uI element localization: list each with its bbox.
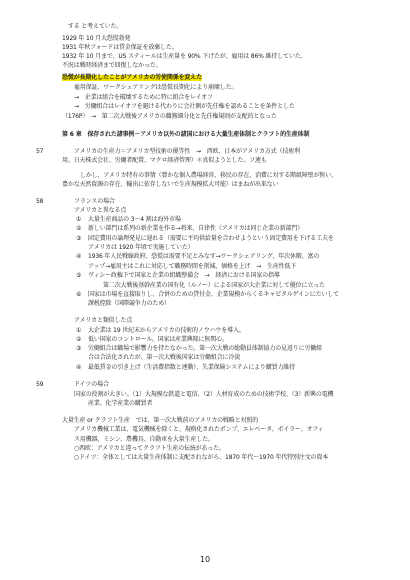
text-line: アメリカと類似した点 bbox=[74, 317, 133, 324]
text-line: 用、日天株式会社、労働者配置、マクロ経済管理）＊真似ようとした。ソ連も bbox=[62, 157, 267, 164]
text-line: アメリカは 1920 年頃で実施していた） bbox=[88, 244, 194, 251]
text-line: 大量生産商品の 3～4 割は海外市場 bbox=[88, 216, 181, 223]
text-line: 新しい部門は系列の新企業を作る→将来、自律性（アメリカは同じ企業の新部門） bbox=[88, 225, 304, 232]
text-line: 1932 年 10 月まで、US スティールは生産量を 90% 下げたが、雇用は 86% 維持していた。 bbox=[62, 53, 307, 60]
list-number: ④ bbox=[76, 253, 82, 260]
text-line: アメリカと異なる点 bbox=[74, 207, 127, 214]
text-line: アメリカの生産力＝アメリカ型技術の優等性 → 西欧、日本がアメリカ方式（技術利 bbox=[74, 148, 300, 155]
text-line: → 労働組合はレイオフを避ける代わりに会社側が先任権を認めることを条件とした bbox=[74, 103, 295, 110]
text-line: ヴィシー政権下で国家と企業の組織整備会 → 経済における国家の指導 bbox=[88, 272, 280, 279]
text-line: アップ→雇用主はこれに対応して職務時間を削減、価格を上げ → 生産性低下 bbox=[88, 263, 297, 270]
paragraph-number: 58 bbox=[36, 198, 44, 205]
text-line: 1929 年 10 月大恐慌勃発 bbox=[62, 35, 131, 42]
paragraph-number: 59 bbox=[36, 381, 44, 388]
text-line: 大量生産 or クラフト生産 では、第一次大戦前のアメリカの戦略と対照的 bbox=[62, 417, 259, 424]
text-line: フランスの場合 bbox=[74, 198, 115, 205]
text-line: 労働組合は職場で影響力を持たなかった。第一次大戦の総動員体制協力の見返りに労働組 bbox=[88, 345, 323, 352]
list-number: ③ bbox=[76, 235, 82, 242]
text-line: アメリカ機械工業は、電気機械を除くと、規格化されたポンプ、エレベータ、ボイラー、オフィ bbox=[74, 426, 324, 433]
text-line: → 企業は組合を破壊するために特に組合をレイオフ bbox=[74, 94, 213, 101]
text-line: 課税控除（国際競争力のため） bbox=[88, 300, 170, 307]
list-number: ⑤ bbox=[76, 272, 82, 279]
list-number: ④ bbox=[76, 364, 82, 371]
text-line: ドイツの場合 bbox=[74, 381, 109, 388]
list-number: ② bbox=[76, 225, 82, 232]
text-line: 第 6 章 保存された諸事例－アメリカ以外の諸国における大量生産体制とクラフト的生産体制 bbox=[62, 131, 310, 138]
list-number: ② bbox=[76, 336, 82, 343]
text-line: 1936 年人民戦線政府、恐慌は需要不足とみなす→ワークシェアリング、年次休暇、富の bbox=[88, 253, 320, 260]
list-number: ① bbox=[76, 327, 82, 334]
text-line: 合は合法化されたが、第一次大戦後国家は労働組合に冷淡 bbox=[88, 354, 241, 361]
text-line: 国家の役割が大きい。（1）大規模な鉄道と電信、（2）人材育成のための技術学校、（3）新興の電機 bbox=[74, 391, 334, 398]
text-line: する と考えていた。 bbox=[62, 23, 123, 30]
text-line: 最低賃金の引き上げ（生活費指数と連動）、失業保険システムにより購買力維持 bbox=[88, 364, 296, 371]
page-number: 10 bbox=[199, 555, 211, 564]
text-line: 恐慌が長期化したことがアメリカの労使関係を変えた bbox=[62, 74, 202, 81]
list-number: ⑥ bbox=[76, 291, 82, 298]
text-line: ス用機器、ミシン、農機具、自動車を大量生産した。 bbox=[74, 436, 214, 443]
text-line: 固定費用の論理発見に遅れる（需要に平均供給量を合わせようという固定費用を下げる工夫を bbox=[88, 235, 334, 242]
text-line: ○ドイツ：全体としては大量生産体制に支配されながら、1870 年代〜1970 年代特別注文の資本 bbox=[74, 454, 329, 461]
paragraph-number: 57 bbox=[36, 148, 44, 155]
text-line: 不況は戦時経済まで回復しなかった。 bbox=[62, 62, 162, 69]
text-line: 低い国家のコントロール。国家は産業興隆に無関心。 bbox=[88, 336, 228, 343]
text-line: 産業、化学産業の購買者 bbox=[88, 400, 153, 407]
text-line: 1931 年秋フォードは賃金保証を放棄した。 bbox=[62, 44, 178, 51]
list-number: ① bbox=[76, 216, 82, 223]
text-line: 雇用保証、ワークシェアリングは恐慌長期化により崩壊した。 bbox=[74, 84, 238, 91]
text-line: しかし、アメリカ特有の事情（豊かな個人農場経営、移民の存在、消費に対する階級障壁が無い、 bbox=[80, 172, 337, 179]
text-line: （176P） → 第二次大戦後アメリカの職務細分化と先任権規則が支配的となった bbox=[62, 113, 277, 120]
text-line: 国家は市場を直接取りし、合併のための貸付金、企業規模からくるキャピタルゲインにたいして bbox=[88, 291, 340, 298]
text-line: ○西欧：アメリカと違ってクラフト生産の伝統があった。 bbox=[74, 445, 225, 452]
text-line: 豊かな天然資源の存在、輸出に依存しないで生産規模拡大可能）はまねが出来ない bbox=[62, 181, 279, 188]
text-line: 大企業は 19 世紀末からアメリカの技術的ノウハウを導入。 bbox=[88, 327, 245, 334]
text-line: 第二次大戦後基幹産業の国有化（ルノー）による国家が大企業に対して優位に立った bbox=[103, 282, 325, 289]
list-number: ③ bbox=[76, 345, 82, 352]
